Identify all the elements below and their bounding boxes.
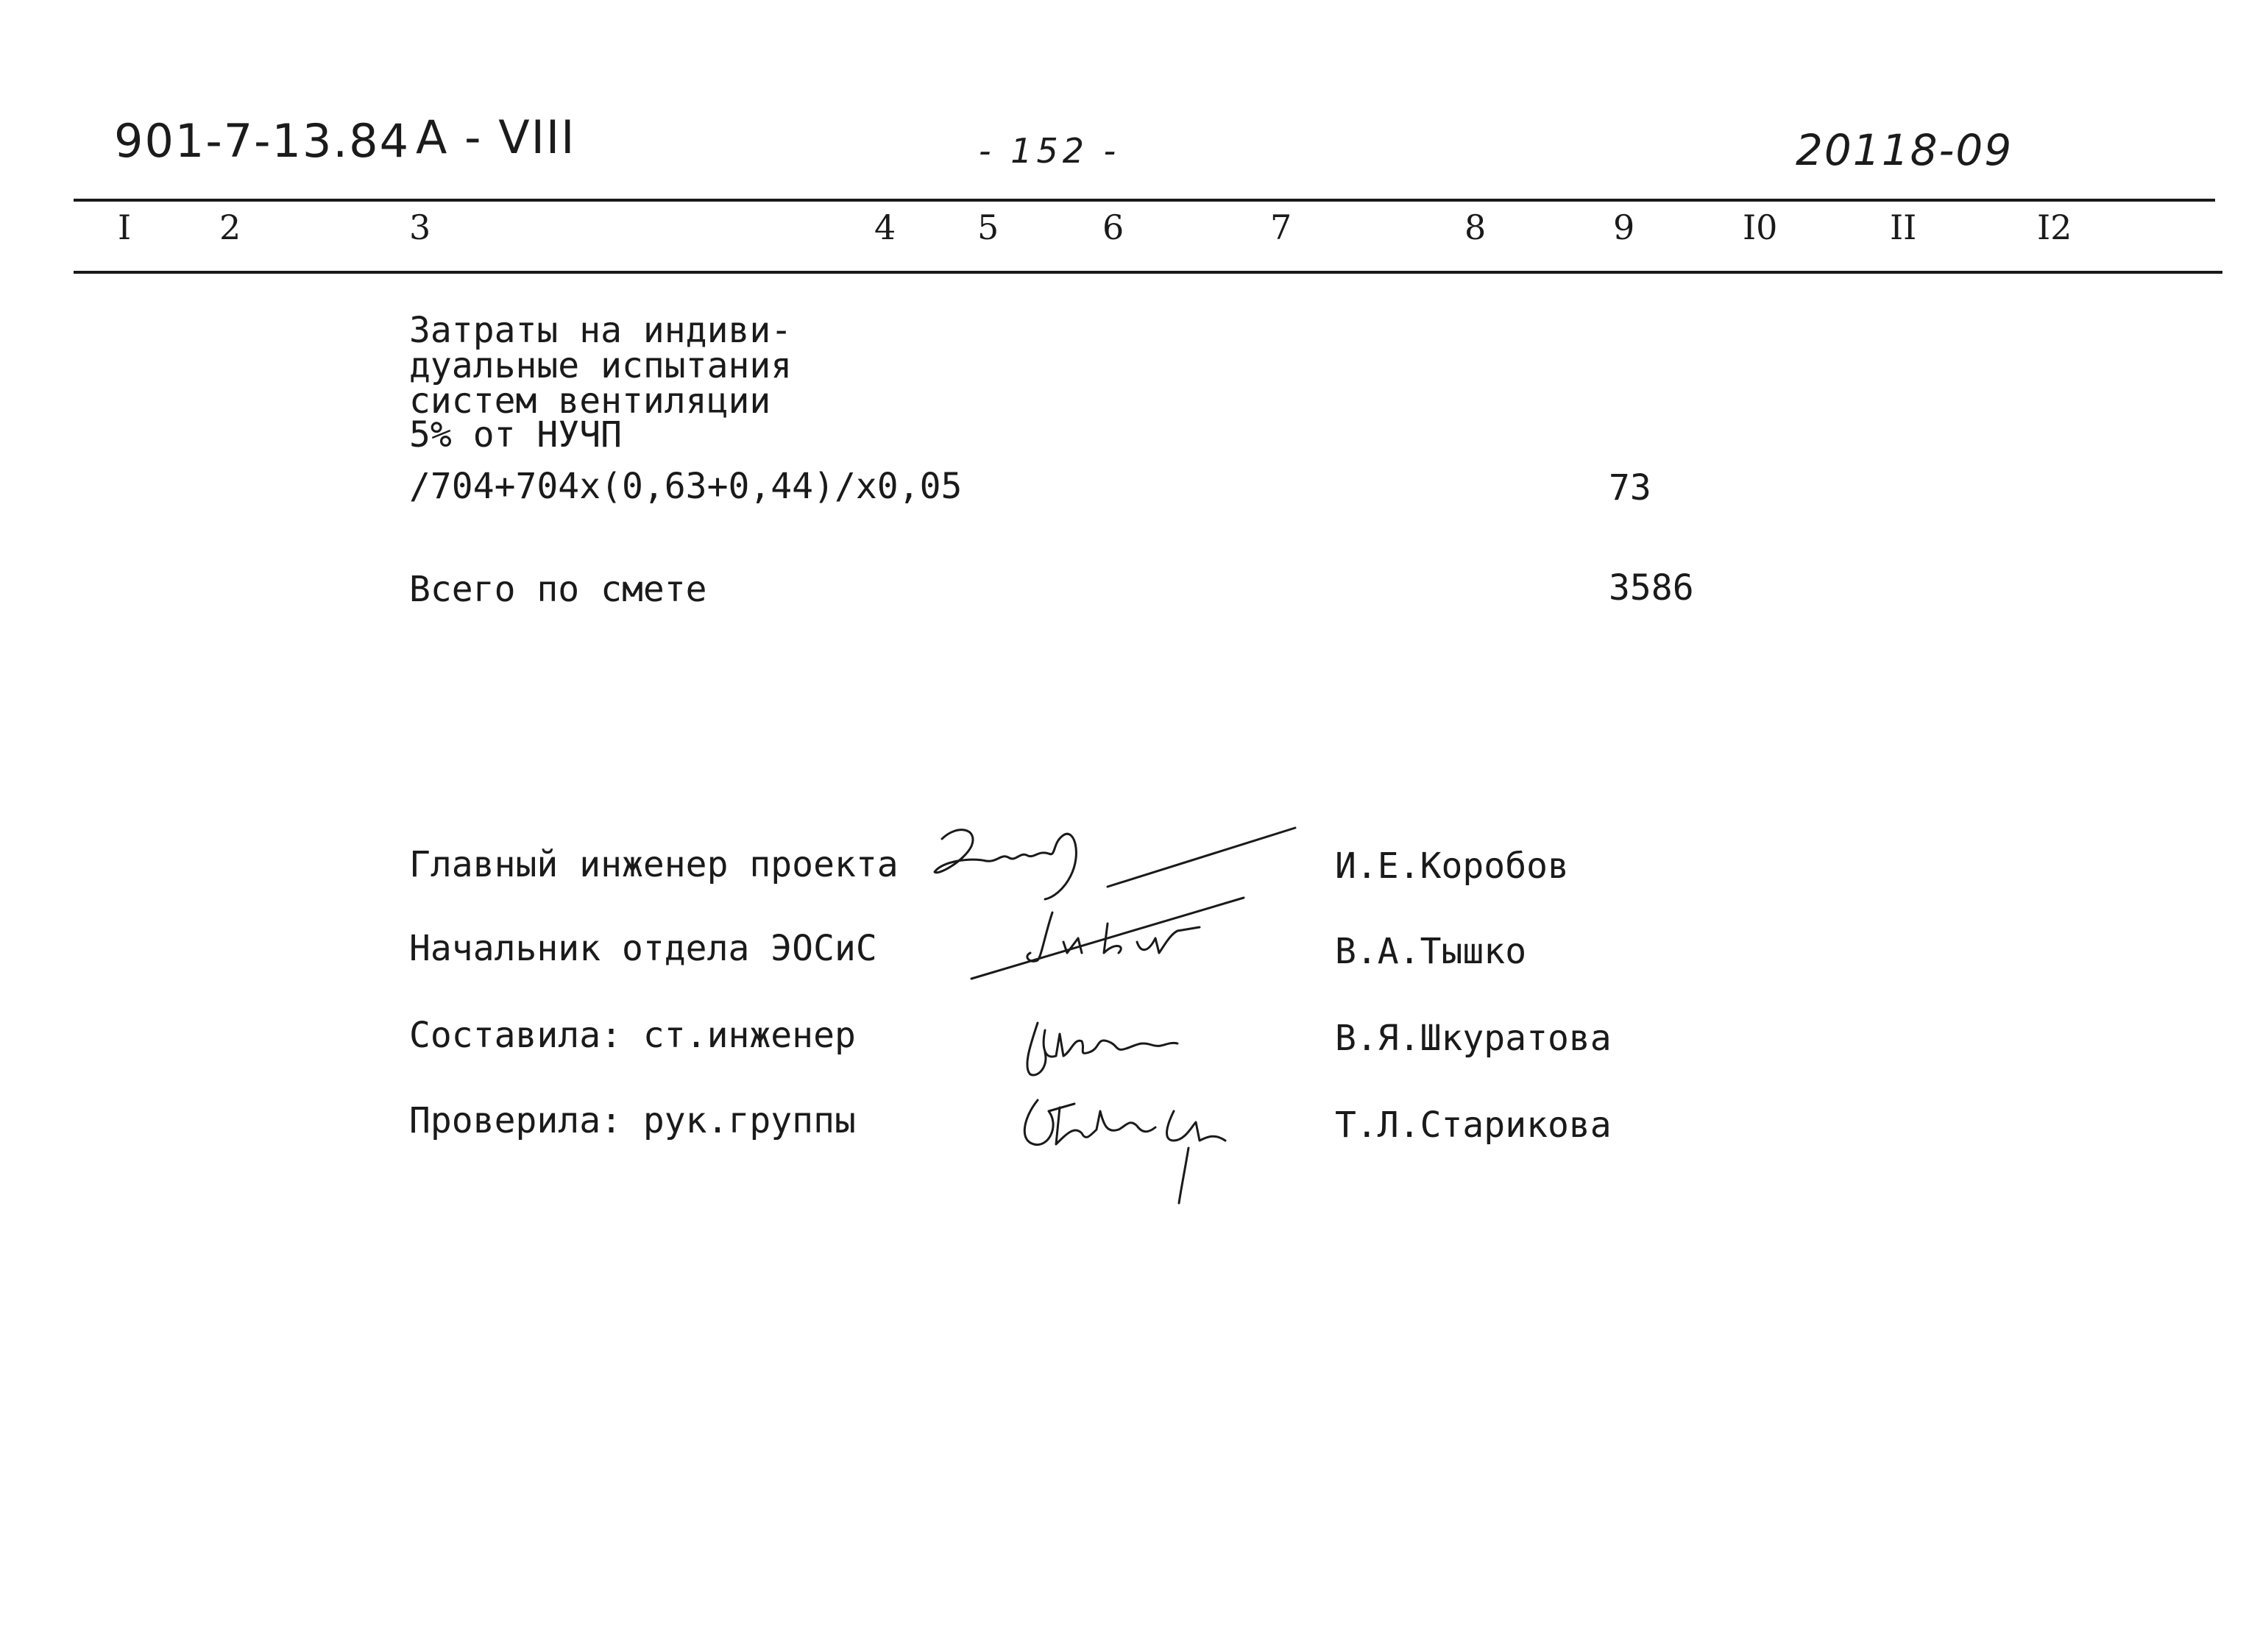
total-label: Всего по смете — [409, 569, 707, 610]
total-value: 3586 — [1609, 567, 1694, 609]
column-number: I0 — [1743, 208, 1778, 247]
signatory-name: В.Я.Шкуратова — [1335, 1018, 1612, 1059]
item-description-line: Затраты на индиви- — [409, 310, 793, 351]
page-number: - 152 - — [979, 131, 1121, 171]
item-formula: /704+704x(0,63+0,44)/x0,05 — [409, 466, 963, 507]
signatory-role: Проверила: рук.группы — [409, 1100, 856, 1141]
column-number: II — [1890, 208, 1917, 247]
column-number: 3 — [409, 208, 431, 247]
table-top-rule — [74, 199, 2215, 202]
document-code: 901-7-13.84 — [114, 114, 411, 168]
item-description-line: 5% от НУЧП — [409, 414, 622, 455]
signature-shkuratova — [1016, 1001, 1236, 1089]
column-number: 9 — [1613, 208, 1635, 247]
signatory-name: Т.Л.Старикова — [1335, 1105, 1612, 1146]
column-number: 2 — [219, 208, 241, 247]
column-number: 8 — [1464, 208, 1487, 247]
column-number: 7 — [1270, 208, 1292, 247]
signatory-name: В.А.Тышко — [1335, 931, 1527, 972]
column-number: 6 — [1102, 208, 1124, 247]
album-number: А - VIII — [416, 110, 576, 164]
table-header-bottom-rule — [74, 271, 2222, 274]
item-description-line: систем вентиляции — [409, 380, 771, 422]
signatory-role: Главный инженер проекта — [409, 844, 899, 885]
inventory-number: 20118-09 — [1796, 125, 2013, 175]
item-description-line: дуальные испытания — [409, 345, 793, 386]
signatory-role: Начальник отдела ЭОСиС — [409, 928, 877, 969]
signature-tyshko — [971, 883, 1266, 986]
column-number: I — [118, 208, 132, 247]
column-number: 4 — [874, 208, 896, 247]
column-number: 5 — [977, 208, 999, 247]
signatory-role: Составила: ст.инженер — [409, 1015, 856, 1056]
item-value: 73 — [1609, 467, 1651, 508]
signature-starikova — [1016, 1082, 1251, 1207]
column-number: I2 — [2037, 208, 2072, 247]
signatory-name: И.Е.Коробов — [1335, 846, 1569, 887]
